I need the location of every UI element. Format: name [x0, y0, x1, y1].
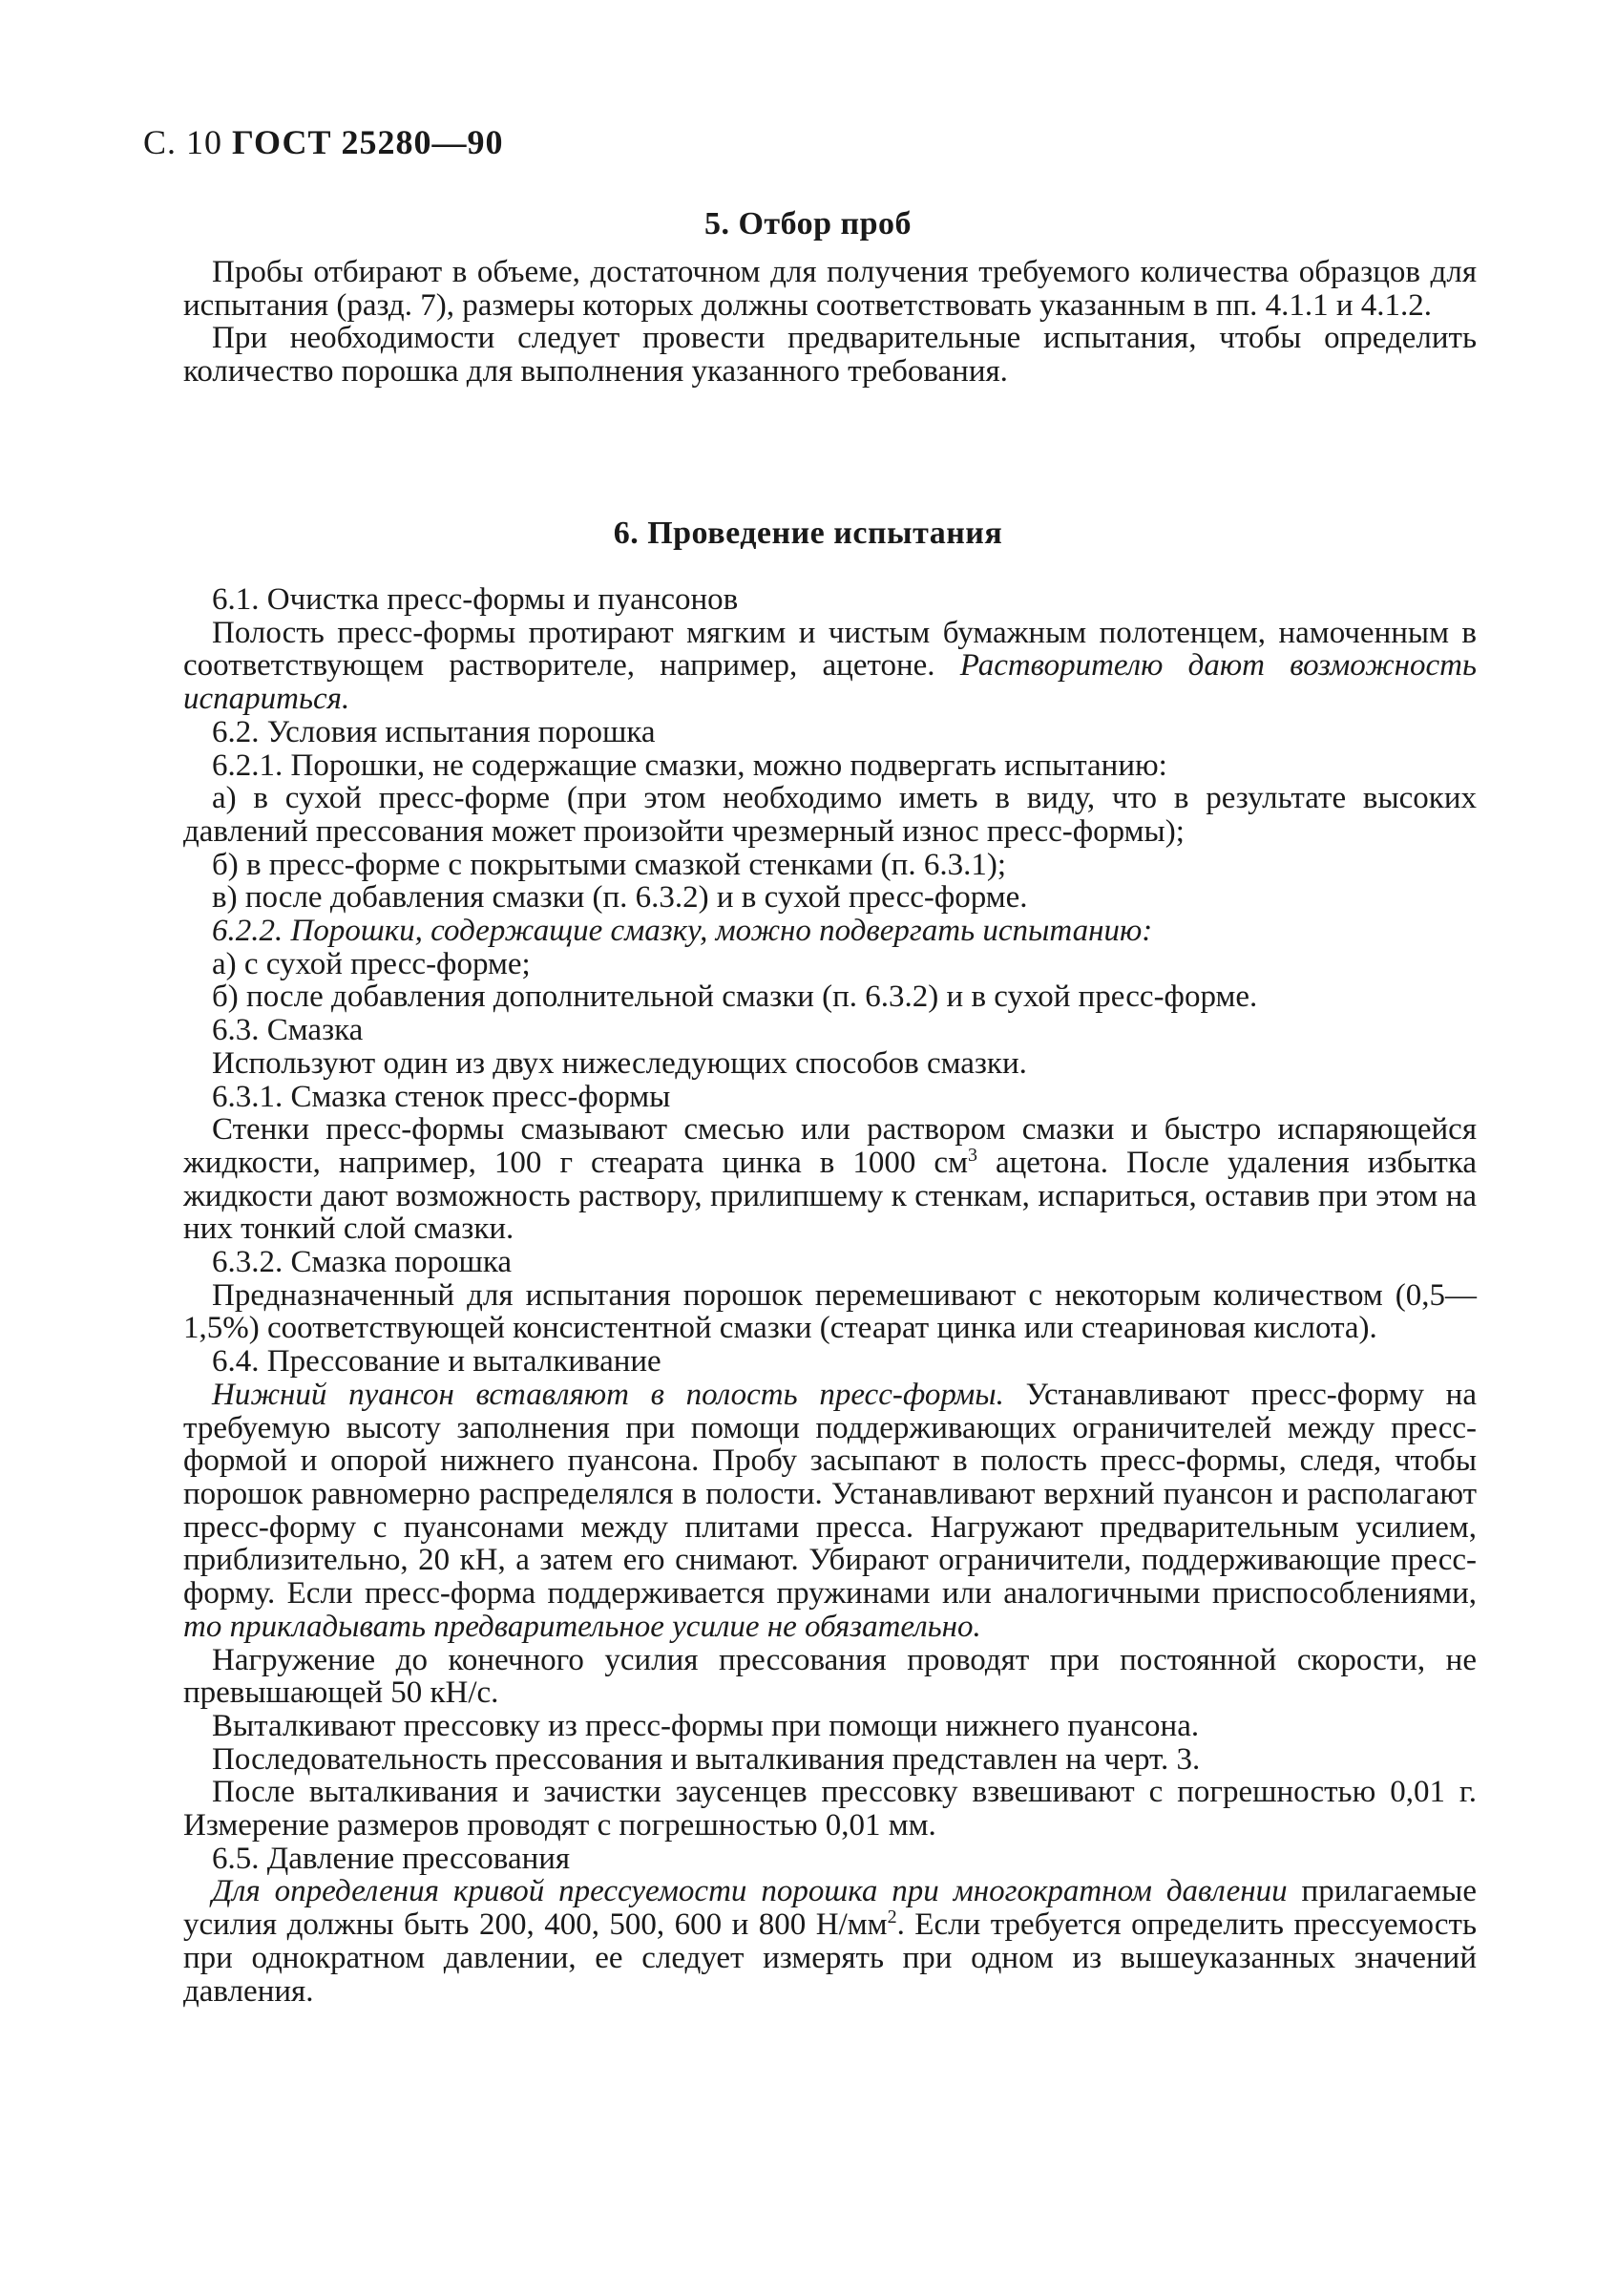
clause-6-1-heading: 6.1. Очистка пресс-формы и пуансонов [212, 582, 739, 617]
standard-number: ГОСТ 25280—90 [232, 123, 504, 161]
clause-6-3-text: Используют один из двух нижеследующих способов смазки. [212, 1045, 1027, 1081]
section-5-paragraph: Пробы отбирают в объеме, достаточном для получения требуемого количества образцов для испытания (разд. 7), размеры которых должны соответствовать указанным в пп. 4.1.1 и 4.1.2. [183, 255, 1477, 323]
clause-6-2-1-b: б) в пресс-форме с покрытыми смазкой стенками (п. 6.3.1); [212, 847, 1006, 882]
clause-6-4-e: Выталкивают прессовку из пресс-формы при помощи нижнего пуансона. [212, 1708, 1200, 1743]
clause-6-4-heading: 6.4. Прессование и выталкивание [212, 1344, 661, 1380]
clause-6-4-f: Последовательность прессования и выталкивания представлен на черт. 3. [212, 1741, 1201, 1777]
section-6-body [183, 583, 1477, 2008]
clause-6-3-heading: 6.3. Смазка [212, 1013, 364, 1048]
clause-6-5-text-c: . Если требуется определить прессуемость при однократном давлении, ее следует измерять при одном из вышеуказанных значений давления. [183, 1907, 1477, 2009]
section-5-paragraph: При необходимости следует провести предварительные испытания, чтобы определить количество порошка для выполнения указанного требования. [183, 321, 1477, 390]
clause-6-2-heading: 6.2. Условия испытания порошка [212, 714, 656, 749]
clause-6-2-1-a: а) в сухой пресс-форме (при этом необходимо иметь в виду, что в результате высоких давлений прессования может произойти чрезмерный износ пресс-формы); [183, 781, 1477, 849]
clause-6-3-1-text [183, 1113, 1477, 1246]
clause-6-2-1-c: в) после добавления смазки (п. 6.3.2) и в сухой пресс-форме. [212, 880, 1028, 916]
clause-6-4-text-a: Нижний пуансон вставляют в полость пресс-формы. [212, 1377, 1004, 1412]
clause-6-3-1-text-a: Стенки пресс-формы смазывают смесью или раствором смазки и быстро испаряющейся жидкости, например, 100 г стеарата цинка в 1000 см [183, 1112, 1477, 1180]
clause-6-4-g: После выталкивания и зачистки заусенцев прессовку взвешивают с погрешностью 0,01 г. Измерение размеров проводят с погрешностью 0,01 мм. [183, 1775, 1477, 1843]
clause-6-3-1-text-b: ацетона. [976, 1145, 1108, 1180]
clause-6-2-2: 6.2.2. Порошки, содержащие смазку, можно подвергать испытанию: [212, 914, 1153, 949]
page-header [143, 122, 503, 162]
clause-6-3-1-text-c: После удаления избытка жидкости дают возможность раствору, прилипшему к стенкам, испариться, оставив при этом на них тонкий слой смазки. [183, 1145, 1478, 1247]
clause-6-5-text-b: прилагаемые усилия должны быть 200, 400, 500, 600 и 800 Н/мм [183, 1874, 1477, 1943]
section-5-body [183, 256, 1477, 389]
page-number: С. 10 [143, 123, 223, 161]
superscript: 2 [887, 1906, 897, 1928]
clause-6-2-2-a: а) с сухой пресс-форме; [212, 946, 531, 981]
clause-6-4-text-c: то прикладывать предварительное усилие не обязательно. [183, 1609, 981, 1644]
section-6-title: 6. Проведение испытания [613, 516, 1003, 551]
clause-6-3-2-heading: 6.3.2. Смазка порошка [212, 1245, 513, 1280]
clause-6-4-text-b: Устанавливают пресс-форму на требуемую высоту заполнения при помощи поддерживающих ограничителей между пресс-формой и опорой нижнего пуансона. Пробу засыпают в полость пресс-формы, следя, чтобы порошок равномерно распределялся в полости. Устанавливают верхний пуансон и располагают пресс-форму с пуансонами между плитами пресса. Нагружают предварительным усилием, приблизительно, 20 кН, а затем его снимают. Убирают ограничители, поддерживающие пресс-форму. Если пресс-форма поддерживается пружинами или аналогичными приспособлениями, [183, 1377, 1477, 1611]
clause-6-1-text [183, 617, 1477, 716]
clause-6-5-heading: 6.5. Давление прессования [212, 1841, 571, 1876]
clause-6-2-1: 6.2.1. Порошки, не содержащие смазки, можно подвергать испытанию: [212, 748, 1167, 783]
clause-6-1-text-b: Растворителю дают возможность испариться. [183, 648, 1478, 717]
clause-6-4-text [183, 1379, 1477, 1644]
clause-6-5-text [183, 1875, 1477, 2008]
clause-6-3-2-text: Предназначенный для испытания порошок перемешивают с некоторым количеством (0,5—1,5%) соответствующей консистентной смазки (стеарат цинка или стеариновая кислота). [183, 1277, 1477, 1346]
superscript: 3 [967, 1144, 977, 1166]
clause-6-5-text-a: Для определения кривой прессуемости порошка при многократном давлении [212, 1874, 1288, 1909]
clause-6-3-1-heading: 6.3.1. Смазка стенок пресс-формы [212, 1079, 671, 1114]
clause-6-1-text-a: Полость пресс-формы протирают мягким и чистым бумажным полотенцем, намоченным в соответствующем растворителе, например, ацетоне. [183, 615, 1477, 684]
clause-6-2-2-b: б) после добавления дополнительной смазки (п. 6.3.2) и в сухой пресс-форме. [212, 979, 1258, 1015]
section-5-title: 5. Отбор проб [703, 206, 913, 242]
clause-6-4-d: Нагружение до конечного усилия прессования проводят при постоянной скорости, не превышающей 50 кН/с. [183, 1642, 1477, 1711]
